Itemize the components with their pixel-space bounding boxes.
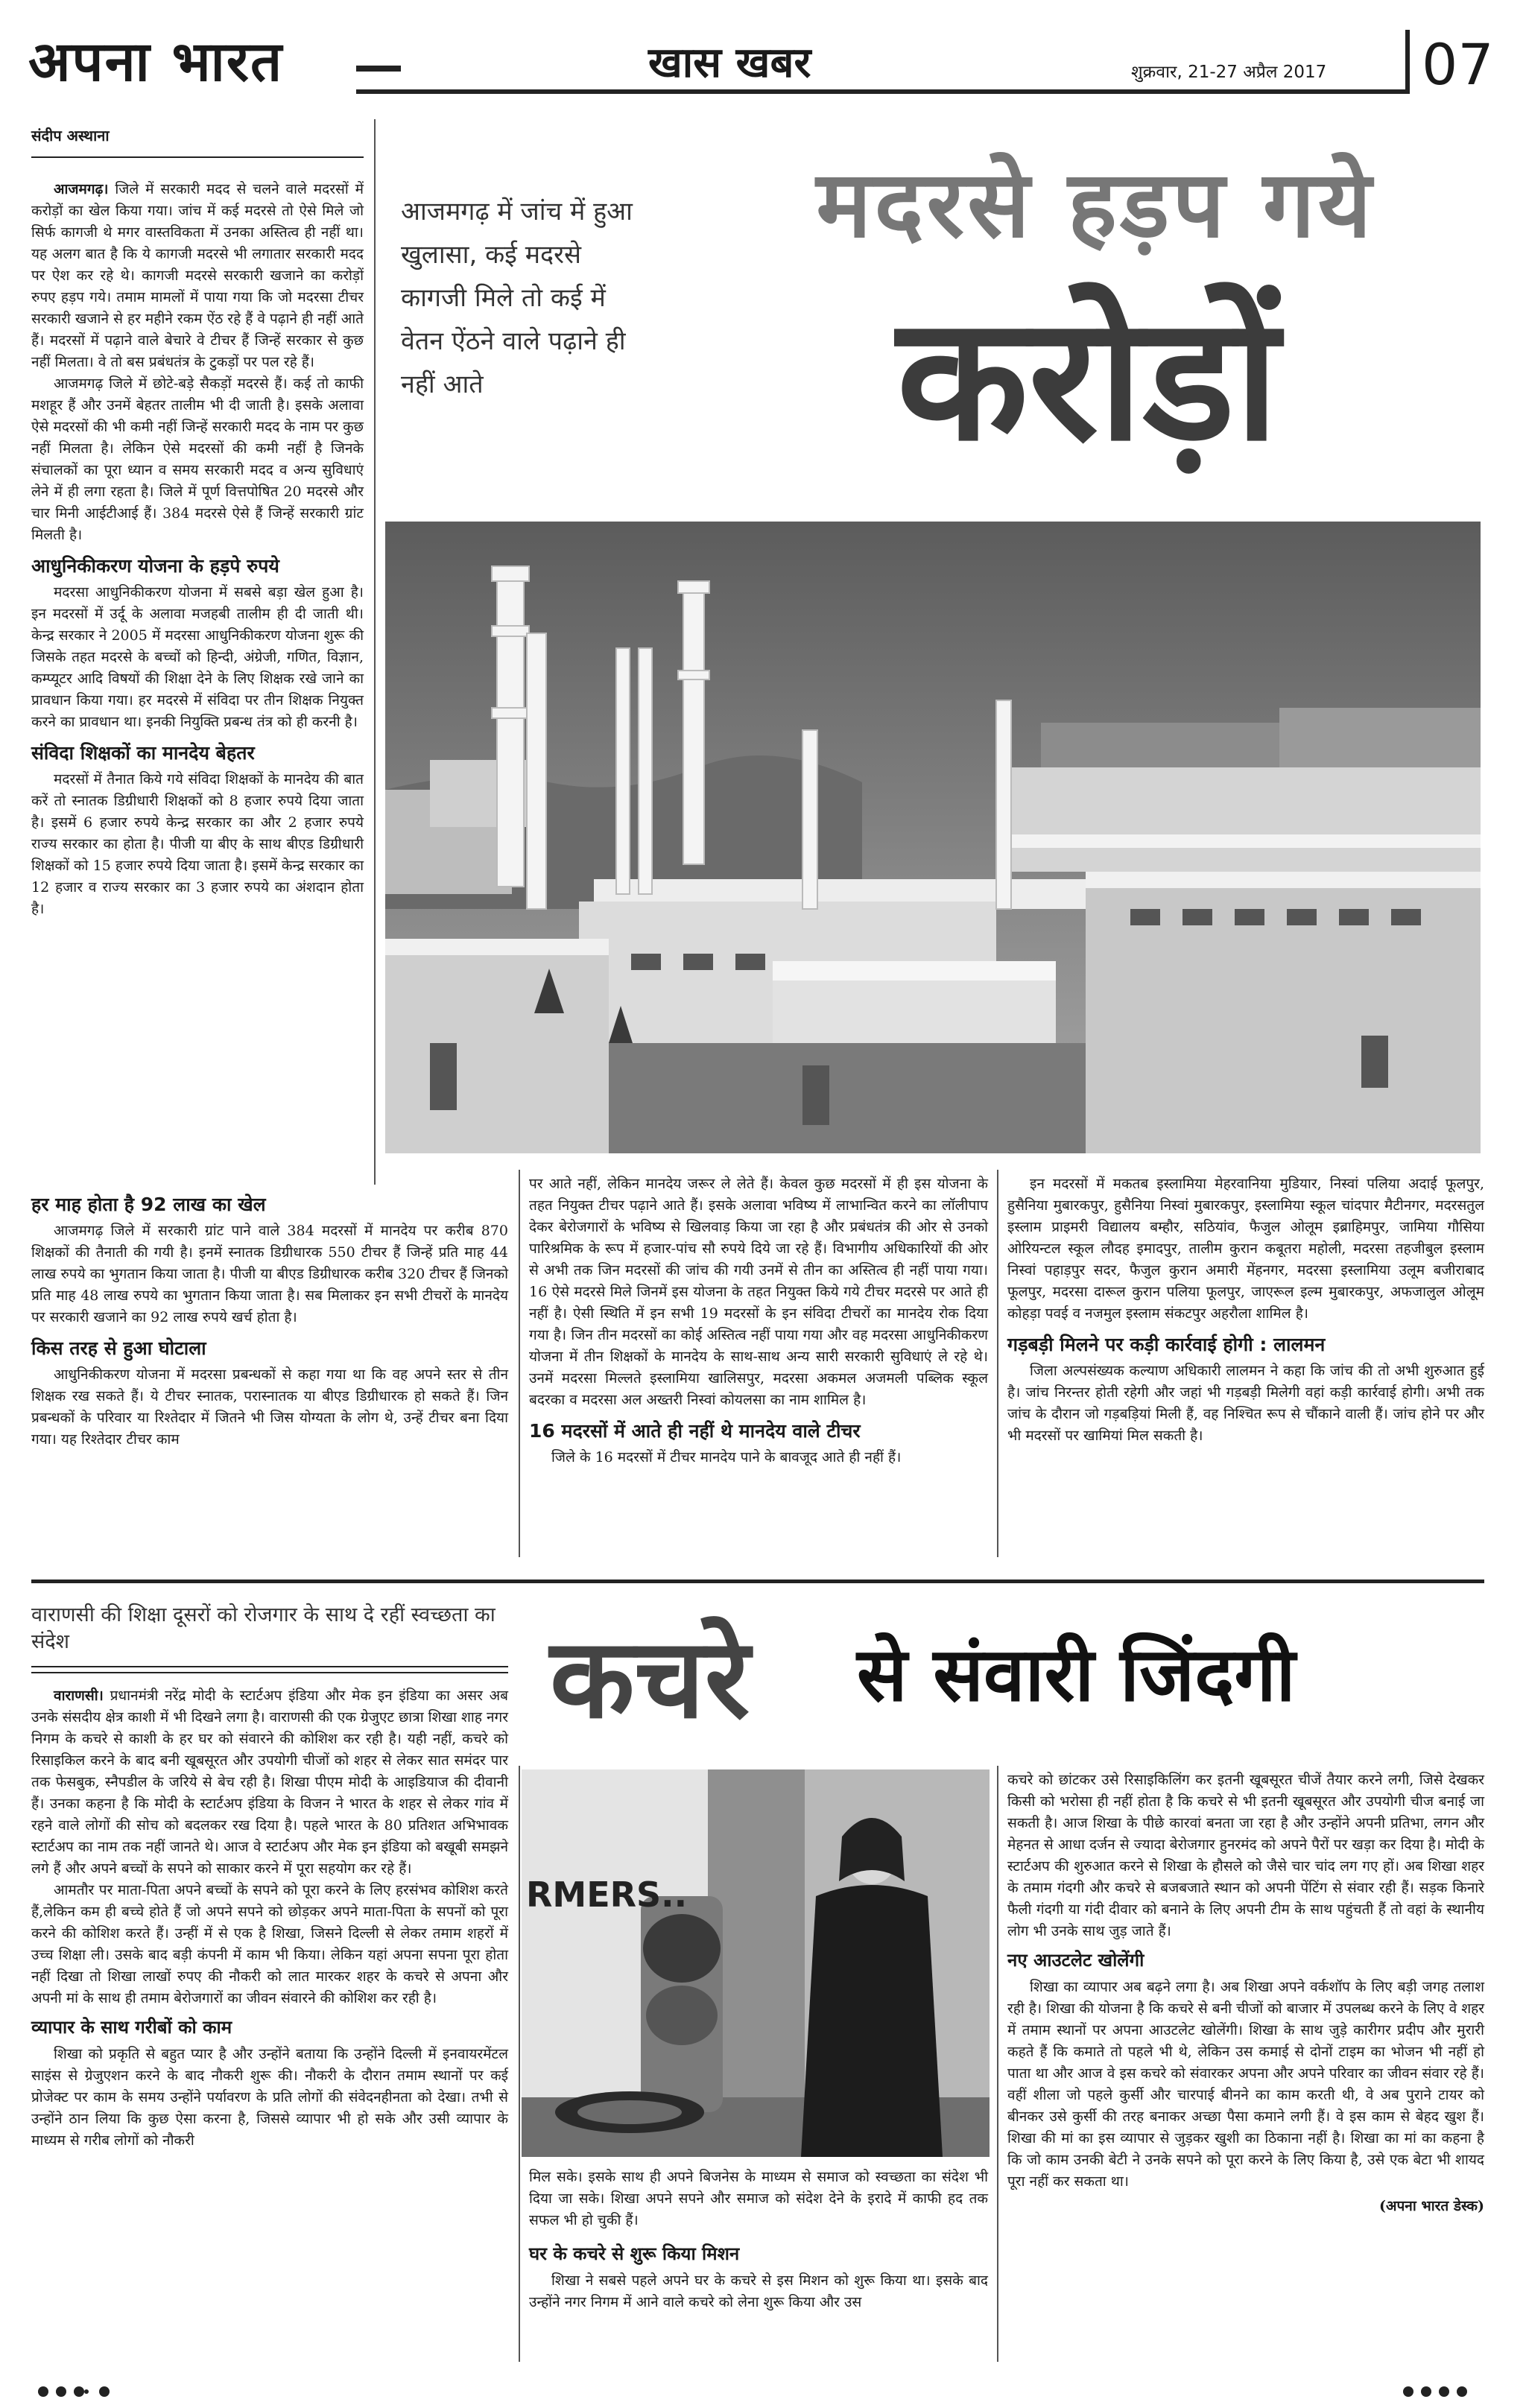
intro-paragraph: जिले में सरकारी मदद से चलने वाले मदरसों में करोड़ों का खेल किया गया। जांच में कई मदरसे तो ऐसे मिले जो सिर्फ कागजी थे मगर वास्तविकता में उनका अस्तित्व ही नहीं था। यह अलग बात है कि ये कागजी मदरसे भी लगातार सरकारी मदद पर ऐश कर रहे थे। कागजी मदरसे सरकारी खजाने का करोड़ों रुपए हड़प गये। तमाम मामलों में पाया गया कि जो मदरसा टीचर सरकारी खजाने से हर महीने रकम ऐंठ रहे हैं वे पढ़ाने ही नहीं आते हैं। मदरसों में पढ़ाने वाले बेचारे वे टीचर हैं जिन्हें सरकार से कुछ नहीं मिलता। वे तो बस प्रबंधतंत्र के टुकड़ों पर पल रहे हैं। <box>31 181 364 370</box>
registration-dots <box>0 2381 1526 2405</box>
story1-headline-line1: मदरसे हड़प गये <box>816 151 1375 259</box>
intro-paragraph: प्रधानमंत्री नरेंद्र मोदी के स्टार्टअप इंडिया और मेक इन इंडिया का असर अब उनके संसदीय क्षेत्र काशी में भी दिखने लगा है। वाराणसी की एक ग्रेजुएट छात्रा शिखा शाह नगर निगम के कचरे से काशी के हर घर को संवारने की कोशिश कर रही है। यही नहीं, कचरे को रिसाइकिल करने के बाद बनी खूबसूरत और उपयोगी चीजों को शहर से लेकर सात समंदर पार तक फेसबुक, स्नैपडील के जरिये से बेच रही है। शिखा पीएम मोदी के आइडियाज की दीवानी हैं। उनका कहना है कि मोदी के स्टार्टअप इंडिया के विजन ने भारत के शहर से लेकर गांव में रहने वाले लोगों की सोच को बदलकर रख दिया है। पहले भारत के 80 प्रतिशत अभिभावक स्टार्टअप का नाम तक नहीं जानते थे। आज वे स्टार्टअप और मेक इन इंडिया को बखूबी समझने लगे हैं और अपने बच्चों के सपने को साकार करने में पूरा सहयोग कर रहे हैं। <box>31 1688 508 1877</box>
subheading: संविदा शिक्षकों का मानदेय बेहतर <box>31 742 255 764</box>
paragraph: आमतौर पर माता-पिता अपने बच्चों के सपने को पूरा करने के लिए हरसंभव कोशिश करते हैं,लेकिन कम ही बच्चे होते हैं जो अपने सपने को छोड़कर अपने माता-पिता के सपनों को पूरा करने की कोशिश करते हैं। उन्हीं में से एक है शिखा, जिसने दिल्ली से लेकर तमाम शहरों में उच्च शिक्षा ली। उसके बाद बड़ी कंपनी में काम भी किया। लेकिन यहां अपना सपना पूरा होता नहीं दिखा तो शिखा लाखों रुपए की नौकरी को लात मारकर शहर के कचरे से अपना और अपनी मां के साथ ही तमाम बेरोजगारों का जीवन संवारने की कोशिश कर रही है। <box>31 1882 508 2006</box>
paragraph: जिला अल्पसंख्यक कल्याण अधिकारी लालमन ने कहा कि जांच की तो अभी शुरुआत हुई है। जांच निरन्तर होती रहेगी और जहां भी गड़बड़ी मिलेगी वहां कड़ी कार्रवाई होगी। अभी तक जांच के दौरान जो गड़बड़ियां मिली हैं, वह निश्चित रूप से चौंकाने वाली हैं। जांच होने पर और भी मदरसों पर खामियां मिल सकती है। <box>1007 1363 1484 1444</box>
story2-column-1 <box>31 1685 508 2152</box>
paragraph: शिखा का व्यापार अब बढ़ने लगा है। अब शिखा अपने वर्कशॉप के लिए बड़ी जगह तलाश रही है। शिखा की योजना है कि कचरे से बनी चीजों को बाजार में उपलब्ध करने के लिए वे शहर में तमाम स्थानों पर अपना आउटलेट खोलेंगी। शिखा के साथ जुड़े कारीगर प्रदीप और मुरारी कहते हैं कि कमाते तो पहले भी थे, लेकिन उस कमाई से दोनों टाइम का भोजन भी नहीं हो पाता था और आज वे इस कचरे को संवारकर अपना और अपने परिवार का जीवन संवार रहे हैं। वहीं शीला जो पहले कुर्सी और चारपाई बीनने का काम करती थी, वे अब पुराने टायर को बीनकर उसे कुर्सी की तरह बनाकर अच्छा पैसा कमाने लगी हैं। वे इस काम से बेहद खुश हैं। शिखा की मां का इस व्यापार से जुड़कर खुशी का ठिकाना नहीं है। शिखा का मां का कहना है कि जो काम उनकी बेटी ने उनके सपने को पूरा करने के लिए किया है, उसे एक बेटा भी शायद पूरा नहीं कर सकता था। <box>1007 1979 1484 2190</box>
story1-column-1 <box>31 179 364 920</box>
story2-headline-rest: से संवारी जिंदगी <box>857 1631 1296 1718</box>
paragraph: पर आते नहीं, लेकिन मानदेय जरूर ले लेते हैं। केवल कुछ मदरसों में ही इस योजना के तहत नियुक्त टीचर पढ़ाने आते हैं। इसके अलावा भविष्य में लाभान्वित करने का लॉलीपाप देकर बेरोजगारों के भविष्य से खिलवाड़ किया जा रहा है और प्रबंधतंत्र की ओर से उनको पारिश्रमिक के रूप में हजार-पांच सौ रुपये दिये जा रहे हैं। विभागीय अधिकारियों की ओर से अभी तक जिन मदरसों की जांच की गयी उनमें से तीन का अस्तित्व ही नहीं पाया गया। 16 ऐसे मदरसे मिले जिनमें इस योजना के तहत नियुक्त किये गये टीचर मदरसे पर आते ही नहीं है। ऐसी स्थिति में इन सभी 19 मदरसों के इन संविदा टीचरों का मानदेय रोक दिया गया है। जिन तीन मदरसों का कोई अस्तित्व नहीं पाया गया और वह मदरसा आधुनिकीकरण योजना में तीन शिक्षकों के मानदेय के साथ-साथ अन्य सारी सरकारी सुविधाएं ले रहे थे। उनमें मदरसा मिल्लते इस्लामिया खालिसपुर, मदरसा अकमल अजमली पब्लिक स्कूल बदरका व मदरसा अल अख्तरी निस्वां कोयलसा का नाम शामिल है। <box>529 1176 988 1408</box>
paragraph: कचरे को छांटकर उसे रिसाइकिलिंग कर इतनी खूबसूरत चीजें तैयार करने लगी, जिसे देखकर किसी को भरोसा ही नहीं होता है कि कचरे से भी इतनी खूबसूरत और उपयोगी चीज बनाई जा सकती है। आज शिखा के पीछे कारवां बनता जा रहा है और उन्होंने अपनी प्रतिभा, लगन और मेहनत से आधा दर्जन से ज्यादा बेरोजगार हुनरमंद को अपने पैरों पर खड़ा कर दिया है। मोदी के स्टार्टअप की शुरुआत करने से शिखा के हौसले को जैसे चार चांद लग गए हों। अब शिखा शहर के तमाम गंदगी और कचरे से बजबजाते स्थान को अपनी पेंटिंग से संवार रही हैं। सड़क किनारे फैली गंदगी या गंदी दीवार को बनाने के लिए अपनी टीम के साथ पहुंचती हैं तो वहां के स्थानीय लोग भी उनके साथ जुड़ जाते हैं। <box>1007 1772 1484 1939</box>
story2-headline-big: कचरे <box>550 1615 750 1743</box>
paragraph: शिखा को प्रकृति से बहुत प्यार है और उन्होंने बताया कि उन्होंने दिल्ली में इनवायरमेंटल साइंस से ग्रेजुएशन करने के बाद नौकरी शुरू की। नौकरी के दौरान तमाम स्थानों पर कई प्रोजेक्ट पर काम के समय उन्होंने पर्यावरण के प्रति लोगों की संवेदनहीनता को देखा। तभी से उन्होंने ठान लिया कि कुछ ऐसा करना है, जिससे व्यापार भी हो सके और उसी व्यापार के माध्यम से गरीब लोगों को नौकरी <box>31 2046 508 2149</box>
issue-date: शुक्रवार, 21-27 अप्रैल 2017 <box>1131 63 1327 82</box>
paragraph: मदरसों में तैनात किये गये संविदा शिक्षकों के मानदेय की बात करें तो स्नातक डिग्रीधारी शिक्षकों को 8 हजार रुपये दिया जाता है। इसमें 6 हजार रुपये केन्द्र सरकार का और 2 हजार रुपये राज्य सरकार का होता है। पीजी या बीए के साथ बीएड डिग्रीधारी शिक्षकों को 15 हजार रुपये दिया जाता है। इसमें केन्द्र सरकार का 12 हजार व राज्य सरकार का 3 हजार रुपये का अंशदान होता है। <box>31 771 364 917</box>
entrepreneur-illustration <box>522 1769 990 2157</box>
photo-sign-text: RMERS.. <box>526 1875 688 1915</box>
paper-name: अपना भारत <box>28 30 284 94</box>
dateline: वाराणसी। <box>54 1688 104 1704</box>
subheading: किस तरह से हुआ घोटाला <box>31 1337 206 1359</box>
story1-column-4 <box>1007 1173 1484 1447</box>
story1-kicker: आजमगढ़ में जांच में हुआ खुलासा, कई मदरसे कागजी मिले तो कई में वेतन ऐंठने वाले पढ़ाने ही नहीं आते <box>401 197 633 399</box>
paragraph: मिल सके। इसके साथ ही अपने बिजनेस के माध्यम से समाज को स्वच्छता का संदेश भी दिया जा सके। शिखा अपने सपने और समाज को संदेश देने के इरादे में काफी हद तक सफल भी हो चुकी हैं। <box>529 2169 988 2228</box>
subheading: 16 मदरसों में आते ही नहीं थे मानदेय वाले टीचर <box>529 1420 861 1442</box>
mosque-photo <box>385 522 1481 1153</box>
subheading: नए आउटलेट खोलेंगी <box>1007 1950 1144 1971</box>
story2-kicker: वाराणसी की शिक्षा दूसरों को रोजगार के साथ दे रहीं स्वच्छता का संदेश <box>31 1603 496 1653</box>
masthead <box>0 0 1526 104</box>
masthead-rule <box>356 89 1407 94</box>
dateline: आजमगढ़। <box>54 181 109 197</box>
subheading: गड़बड़ी मिलने पर कड़ी कार्रवाई होगी : लालमन <box>1007 1334 1326 1355</box>
story-divider <box>31 1580 1484 1583</box>
subheading: घर के कचरे से शुरू किया मिशन <box>529 2243 740 2264</box>
byline: संदीप अस्थाना <box>31 127 110 145</box>
paragraph: मदरसा आधुनिकीकरण योजना में सबसे बड़ा खेल हुआ है। इन मदरसों में उर्दू के अलावा मजहबी तालीम ही दी जाती थी। केन्द्र सरकार ने 2005 में मदरसा आधुनिकीकरण योजना शुरू की जिसके तहत मदरसे के बच्चों को हिन्दी, अंग्रेजी, गणित, विज्ञान, कम्प्यूटर आदि विषयों की शिक्षा देने के लिए शिक्षक रखे जाने का प्रावधान किया गया। हर मदरसे में संविदा पर तीन शिक्षक नियुक्त करने का प्रावधान था। इनकी नियुक्ति प्रबन्ध तंत्र को ही करनी है। <box>31 584 364 730</box>
subheading: व्यापार के साथ गरीबों को काम <box>31 2017 232 2038</box>
paragraph: आजमगढ़ जिले में छोटे-बड़े सैकड़ों मदरसे हैं। कई तो काफी मशहूर हैं और उनमें बेहतर तालीम भी दी जाती है। इसके अलावा ऐसे मदरसों की भी कमी नहीं जिन्हें सरकारी मदद के नाम पर कुछ नहीं मिलता है। लेकिन ऐसे मदरसों की कमी नहीं है जिनके संचालकों का पूरा ध्यान व समय सरकारी मदद व अन्य सुविधाएं लेने में ही लगा रहता है। जिले में पूर्ण वित्तपोषित 20 मदरसे और चार मिनी आईटीआई हैं। 384 मदरसे ऐसे हैं जिन्हें सरकारी ग्रांट मिलती है। <box>31 376 364 543</box>
story-credit: (अपना भारत डेस्क) <box>1378 2198 1484 2214</box>
page-number: 07 <box>1422 31 1494 98</box>
section-title: खास खबर <box>648 39 811 87</box>
paragraph: आजमगढ़ जिले में सरकारी ग्रांट पाने वाले 384 मदरसों में मानदेय पर करीब 870 शिक्षकों की तैनाती की गयी है। इनमें स्नातक डिग्रीधारक 550 टीचर हैं जिन्हें प्रति माह 44 लाख रुपये का भुगतान किया जाता है। पीजी या बीएड डिग्रीधारक करीब 320 टीचर हैं जिनको प्रति माह 48 लाख रुपये का भुगतान किया जाता है। सब मिलाकर इन सभी टीचरों के मानदेय पर सरकारी खजाने का 92 लाख रुपये खर्च होता है। <box>31 1223 508 1325</box>
paragraph: शिखा ने सबसे पहले अपने घर के कचरे से इस मिशन को शुरू किया था। इसके बाद उन्होंने नगर निगम में आने वाले कचरे को लेना शुरू किया और उस <box>529 2272 988 2310</box>
paragraph: आधुनिकीकरण योजना में मदरसा प्रबन्धकों से कहा गया था कि वह अपने स्तर से तीन शिक्षक रख सकते हैं। ये टीचर स्नातक, परास्नातक या बीएड डिग्रीधारक हो सकते हैं। जिन प्रबन्धकों के परिवार या रिश्तेदार में जितने भी जिस योग्यता के लोग थे, उन्हें टीचर बना दिया गया। यह रिश्तेदार टीचर काम <box>31 1366 508 1448</box>
story2-column-3 <box>1007 1769 1484 2217</box>
paragraph: जिले के 16 मदरसों में टीचर मानदेय पाने के बावजूद आते ही नहीं हैं। <box>551 1449 902 1466</box>
subheading: हर माह होता है 92 लाख का खेल <box>31 1194 266 1215</box>
mosque-illustration <box>385 522 1481 1153</box>
subheading: आधुनिकीकरण योजना के हड़पे रुपये <box>31 555 279 577</box>
story2-column-2 <box>529 2167 988 2313</box>
story1-headline-line2: करोड़ों <box>896 280 1279 479</box>
story1-wide-block <box>31 1192 508 1451</box>
entrepreneur-photo <box>522 1769 990 2157</box>
story1-column-3 <box>529 1173 988 1468</box>
paragraph: इन मदरसों में मकतब इस्लामिया मेहरवानिया मुडियार, निस्वां पलिया अदाई फूलपुर, हुसैनिया मुबारकपुर, हुसैनिया निस्वां मुबारकपुर, इस्लामिया स्कूल चांदपार मैटीनगर, मदरसतुल इस्लाम प्राइमरी विद्यालय बम्हौर, सठियांव, फैजुल ओलूम इब्राहिमपुर, जामिया गौसिया ओरियन्टल स्कूल लौदह इमादपुर, तालीम कुरान कबूतरा महोली, मदरसा तहजीबुल इस्लाम निस्वां पहाड़पुर सदर, फैजुल कुरान अमारी मेंहनगर, मदरसा इस्लामिया उलूम बजीराबाद फूलपुर, मदरसा दारूल कुरान पलिया फूलपुर, जाएरूल इल्म मुबारकपुर, अफजालुल ओलूम कोहड़ा पवई व नजमुल इस्लाम संकटपुर अहरौला शामिल है। <box>1007 1176 1484 1322</box>
print-registration-marks <box>0 2381 1526 2405</box>
